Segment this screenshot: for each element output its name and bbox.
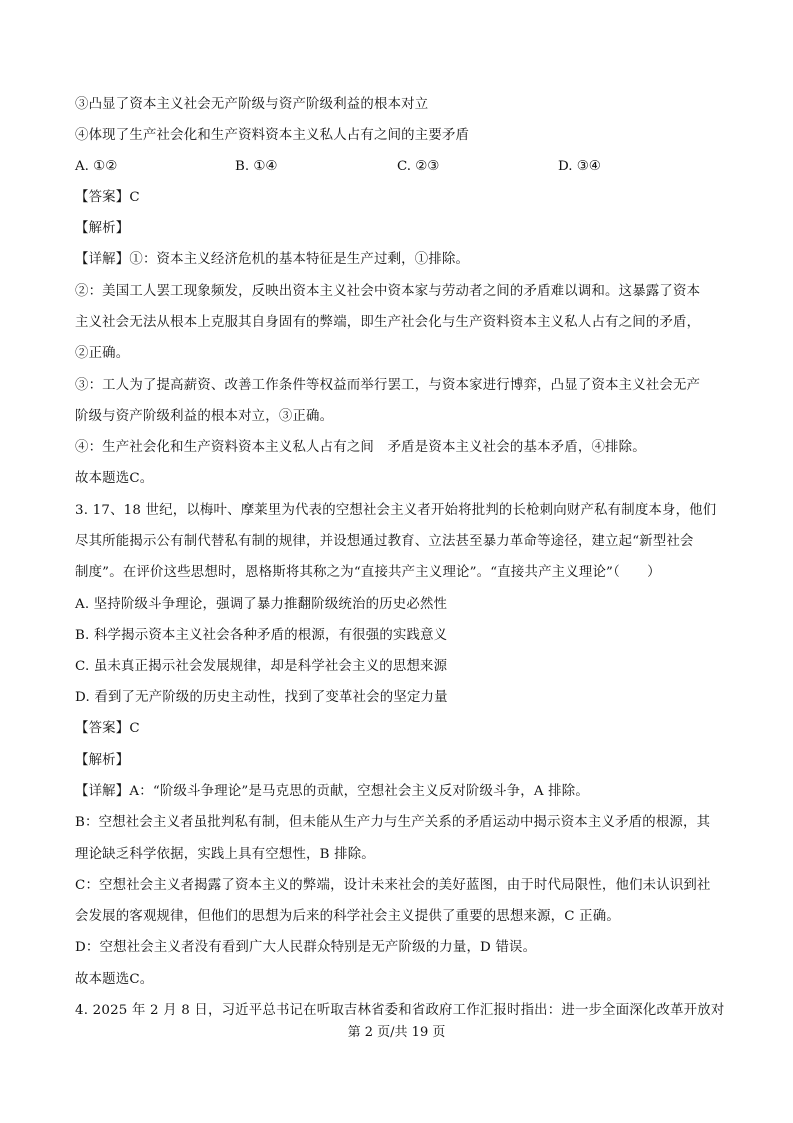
q2-option-4: ④体现了生产社会化和生产资料资本主义私人占有之间的主要矛盾: [75, 128, 470, 143]
q3-detail-line: 会发展的客观规律，但他们的思想为后来的科学社会主义提供了重要的思想来源，C 正确。: [75, 909, 620, 924]
q3-option-c: C. 虽未真正揭示社会发展规律，却是科学社会主义的思想来源: [75, 659, 448, 674]
q2-choice-d: D. ③④: [558, 159, 601, 174]
q2-option-3: ③凸显了资本主义社会无产阶级与资产阶级利益的根本对立: [75, 97, 429, 112]
q2-detail-line: 阶级与资产阶级利益的根本对立，③正确。: [75, 409, 334, 424]
q3-stem-line: 制度”。在评价这些思想时，恩格斯将其称之为“直接共产主义理论”。“直接共产主义理论”（ ）: [75, 565, 661, 580]
q3-detail-line: D：空想社会主义者没有看到广大人民群众特别是无产阶级的力量，D 错误。: [75, 940, 537, 955]
q4-stem-line: 4. 2025 年 2 月 8 日，习近平总书记在听取吉林省委和省政府工作汇报时指出：进一步全面深化改革开放对: [75, 1003, 725, 1018]
q2-detail-line: 【详解】①：资本主义经济危机的基本特征是生产过剩，①排除。: [75, 252, 470, 267]
q2-analysis-label: 【解析】: [75, 221, 130, 236]
q2-choice-b: B. ①④: [235, 159, 278, 174]
q2-conclusion: 故本题选C。: [75, 471, 154, 486]
q2-detail-line: ③：工人为了提高薪资、改善工作条件等权益而举行罢工，与资本家进行博弈，凸显了资本主义社会无产: [75, 378, 701, 393]
q3-stem-line: 尽其所能揭示公有制代替私有制的规律，并设想通过教育、立法甚至暴力革命等途径，建立起“新型社会: [75, 534, 694, 549]
q3-option-a: A. 坚持阶级斗争理论，强调了暴力推翻阶级统治的历史必然性: [75, 597, 448, 612]
q3-analysis-label: 【解析】: [75, 753, 130, 768]
q3-detail-line: 理论缺乏科学依据，实践上具有空想性，B 排除。: [75, 847, 375, 862]
q2-choice-a: A. ①②: [75, 159, 118, 174]
q3-answer: 【答案】C: [75, 721, 140, 736]
q2-choice-c: C. ②③: [397, 159, 440, 174]
q3-detail-line: C：空想社会主义者揭露了资本主义的弊端，设计未来社会的美好蓝图，由于时代局限性，他们未认识到社: [75, 878, 711, 893]
q3-option-d: D. 看到了无产阶级的历史主动性，找到了变革社会的坚定力量: [75, 690, 448, 705]
page-number: 第 2 页/共 19 页: [347, 1025, 446, 1040]
q2-detail-line: 主义社会无法从根本上克服其自身固有的弊端，即生产社会化与生产资料资本主义私人占有之间的矛盾，: [75, 315, 701, 330]
q3-stem-line: 3. 17、18 世纪，以梅叶、摩莱里为代表的空想社会主义者开始将批判的长枪刺向财产私有制度本身，他们: [75, 503, 717, 518]
q2-detail-line: ④：生产社会化和生产资料资本主义私人占有之间 矛盾是资本主义社会的基本矛盾，④排除。: [75, 440, 646, 455]
q2-detail-line: ②正确。: [75, 346, 130, 361]
q2-answer: 【答案】C: [75, 190, 140, 205]
q3-option-b: B. 科学揭示资本主义社会各种矛盾的根源，有很强的实践意义: [75, 628, 448, 643]
q2-choices: [75, 157, 725, 177]
q3-conclusion: 故本题选C。: [75, 972, 154, 987]
q2-detail-line: ②：美国工人罢工现象频发，反映出资本主义社会中资本家与劳动者之间的矛盾难以调和。这暴露了资本: [75, 284, 701, 299]
q3-detail-line: 【详解】A：“阶级斗争理论”是马克思的贡献，空想社会主义反对阶级斗争，A 排除。: [75, 784, 589, 799]
q3-detail-line: B：空想社会主义者虽批判私有制，但未能从生产力与生产关系的矛盾运动中揭示资本主义矛盾的根源，其: [75, 815, 711, 830]
